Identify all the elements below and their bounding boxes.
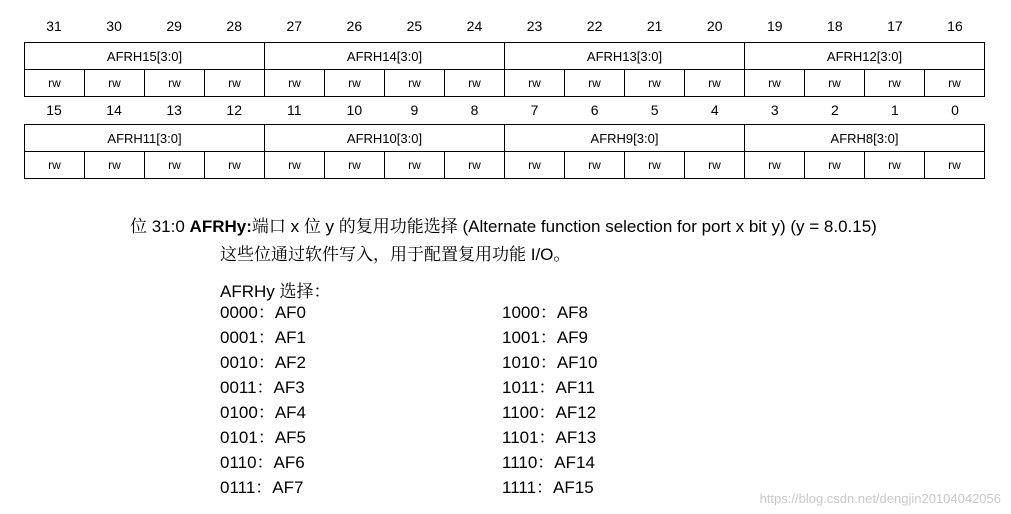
bit-number: 30 (106, 18, 122, 34)
access-row-high (25, 70, 985, 97)
af-mapping-item: 0110：AF6 (220, 453, 305, 472)
access-cell: rw (625, 152, 685, 179)
access-cell: rw (565, 70, 625, 97)
access-cell: rw (925, 70, 985, 97)
bit-number: 21 (646, 18, 663, 34)
af-mapping-item: 1001：AF9 (502, 328, 588, 347)
bit-range: 位 31:0 (130, 217, 185, 236)
bit-number: 8 (470, 102, 479, 118)
access-cell: rw (925, 152, 985, 179)
af-mapping-item: 0001：AF1 (220, 328, 306, 347)
bit-number: 4 (710, 102, 719, 118)
access-row-low (25, 152, 985, 179)
af-mapping-item: 1011：AF11 (502, 378, 595, 397)
bit-number: 12 (226, 102, 242, 118)
access-cell: rw (505, 152, 565, 179)
access-cell: rw (865, 70, 925, 97)
access-cell: rw (445, 70, 505, 97)
selection-list-left (220, 300, 306, 500)
access-cell: rw (805, 70, 865, 97)
af-mapping-item: 0011：AF3 (220, 378, 305, 397)
access-cell: rw (205, 70, 265, 97)
access-cell: rw (385, 70, 445, 97)
watermark: https://blog.csdn.net/dengjin20104042056 (759, 491, 1001, 506)
field-row-high (25, 43, 985, 70)
bit-number: 6 (590, 102, 599, 118)
description-title: 端口 x 位 y 的复用功能选择 (Alternate function selection for port x bit y) (y = 8.0.15) (251, 217, 877, 236)
bit-number: 19 (766, 18, 783, 34)
bit-number: 29 (166, 18, 182, 34)
bit-number: 16 (947, 18, 963, 34)
selection-list-right (502, 300, 597, 500)
bit-number: 13 (166, 102, 182, 118)
af-mapping-item: 0100：AF4 (220, 403, 306, 422)
af-mapping-item: 1111：AF15 (502, 478, 594, 497)
bit-number: 10 (346, 102, 363, 118)
register-high-half (24, 0, 985, 97)
access-cell: rw (205, 152, 265, 179)
bit-number: 18 (827, 18, 843, 34)
register-low-half (24, 98, 985, 179)
bit-number: 24 (466, 18, 483, 34)
field-row-low (25, 125, 985, 152)
bit-number: 0 (951, 102, 959, 118)
bit-number-row-high (24, 0, 985, 42)
access-cell: rw (745, 70, 805, 97)
access-cell: rw (685, 70, 745, 97)
register-field: AFRH11[3:0] (25, 125, 265, 152)
af-mapping-item: 1000：AF8 (502, 303, 588, 322)
register-field: AFRH14[3:0] (265, 43, 505, 70)
bit-number-row-low (24, 98, 985, 124)
description-detail: 这些位通过软件写入，用于配置复用功能 I/O。 (220, 245, 571, 264)
field-description (130, 212, 877, 264)
access-cell: rw (85, 152, 145, 179)
access-cell: rw (865, 152, 925, 179)
af-mapping-item: 0101：AF5 (220, 428, 306, 447)
description-header (130, 212, 877, 237)
register-field: AFRH8[3:0] (745, 125, 985, 152)
bit-number: 23 (526, 18, 543, 34)
bit-number: 9 (410, 102, 419, 118)
access-cell: rw (145, 152, 205, 179)
bit-number: 17 (887, 18, 903, 34)
bit-number: 28 (226, 18, 242, 34)
bit-number: 22 (586, 18, 603, 34)
access-cell: rw (445, 152, 505, 179)
access-cell: rw (265, 70, 325, 97)
bit-number: 20 (706, 18, 723, 34)
access-cell: rw (145, 70, 205, 97)
bit-number: 27 (286, 18, 303, 34)
bit-number: 26 (346, 18, 363, 34)
af-mapping-item: 1010：AF10 (502, 353, 598, 372)
access-cell: rw (805, 152, 865, 179)
af-mapping-item: 0000：AF0 (220, 303, 306, 322)
access-cell: rw (685, 152, 745, 179)
access-cell: rw (565, 152, 625, 179)
bit-number: 3 (770, 102, 779, 118)
access-cell: rw (325, 70, 385, 97)
bit-number: 2 (830, 102, 839, 118)
register-table-low (24, 124, 985, 179)
register-field: AFRH10[3:0] (265, 125, 505, 152)
access-cell: rw (265, 152, 325, 179)
access-cell: rw (505, 70, 565, 97)
bit-number: 14 (106, 102, 122, 118)
af-mapping-item: 1101：AF13 (502, 428, 597, 447)
register-field: AFRH15[3:0] (25, 43, 265, 70)
bit-number: 25 (406, 18, 423, 34)
register-field: AFRH12[3:0] (745, 43, 985, 70)
bit-number: 31 (46, 18, 62, 34)
bit-number: 1 (891, 102, 899, 118)
access-cell: rw (325, 152, 385, 179)
register-field: AFRH13[3:0] (505, 43, 745, 70)
af-mapping-item: 0111：AF7 (220, 478, 304, 497)
bit-number: 15 (46, 102, 62, 118)
register-field: AFRH9[3:0] (505, 125, 745, 152)
selection-title: AFRHy 选择： (220, 282, 331, 301)
field-name: AFRHy: (189, 217, 252, 236)
bit-number: 5 (650, 102, 659, 118)
register-table-high (24, 42, 985, 97)
bit-number: 7 (530, 102, 539, 118)
access-cell: rw (25, 70, 85, 97)
bit-number: 11 (287, 102, 302, 118)
af-mapping-item: 1100：AF12 (502, 403, 597, 422)
af-mapping-item: 1110：AF14 (502, 453, 595, 472)
access-cell: rw (385, 152, 445, 179)
access-cell: rw (625, 70, 685, 97)
access-cell: rw (25, 152, 85, 179)
af-mapping-item: 0010：AF2 (220, 353, 306, 372)
access-cell: rw (745, 152, 805, 179)
access-cell: rw (85, 70, 145, 97)
